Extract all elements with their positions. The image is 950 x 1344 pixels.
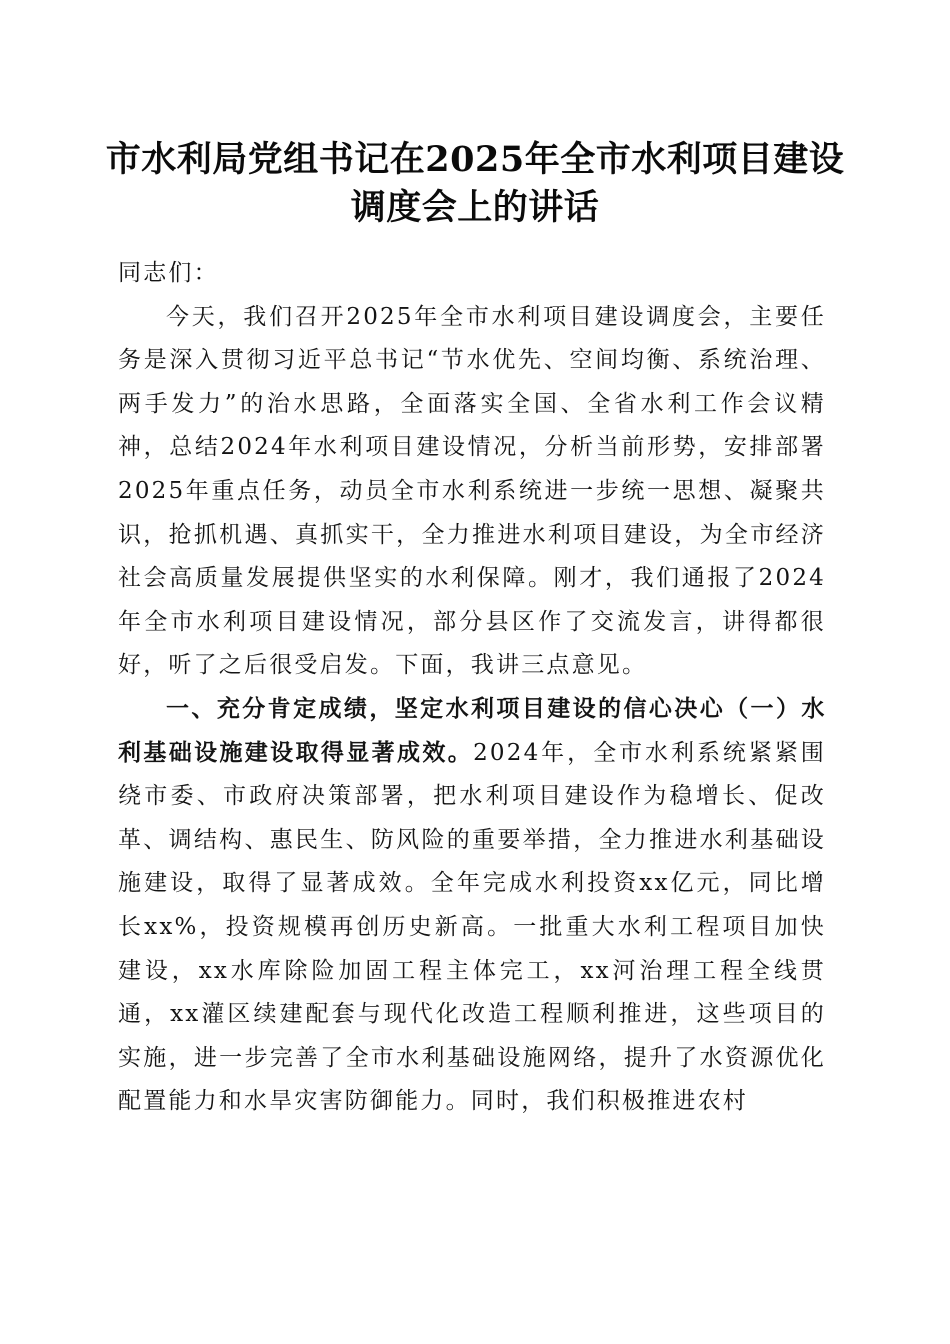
section-one-body: 2024年，全市水利系统紧紧围绕市委、市政府决策部署，把水利项目建设作为稳增长、促改革、调结构、惠民生、防风险的重要举措，全力推进水利基础设施建设，取得了显著成效。全年完成水利投资xx亿元，同比增长xx%，投资规模再创历史新高。一批重大水利工程项目加快建设，xx水库除险加固工程主体完工，xx河治理工程全线贯通，xx灌区续建配套与现代化改造工程顺利推进，这些项目的实施，进一步完善了全市水利基础设施网络，提升了水资源优化配置能力和水旱灾害防御能力。同时，我们积极推进农村 bbox=[118, 739, 826, 1115]
section-heading: 一、充分肯定成绩，坚定水利项目建设的信心决心（一）水利基础设施建设取得显著成效。 bbox=[118, 695, 826, 766]
paragraph-intro: 今天，我们召开2025年全市水利项目建设调度会，主要任务是深入贯彻习近平总书记“节水优先、空间均衡、系统治理、两手发力”的治水思路，全面落实全国、全省水利工作会议精神，总结2024年水利项目建设情况，分析当前形势，安排部署2025年重点任务，动员全市水利系统进一步统一思想、凝聚共识，抢抓机遇、真抓实干，全力推进水利项目建设，为全市经济社会高质量发展提供坚实的水利保障。刚才，我们通报了2024年全市水利项目建设情况，部分县区作了交流发言，讲得都很好，听了之后很受启发。下面，我讲三点意见。 bbox=[118, 303, 826, 679]
salutation: 同志们： bbox=[118, 260, 219, 286]
document-title: 市水利局党组书记在2025年全市水利项目建设调度会上的讲话 bbox=[105, 139, 845, 228]
document-body bbox=[118, 252, 826, 1124]
paragraph-section-one bbox=[118, 688, 826, 1124]
